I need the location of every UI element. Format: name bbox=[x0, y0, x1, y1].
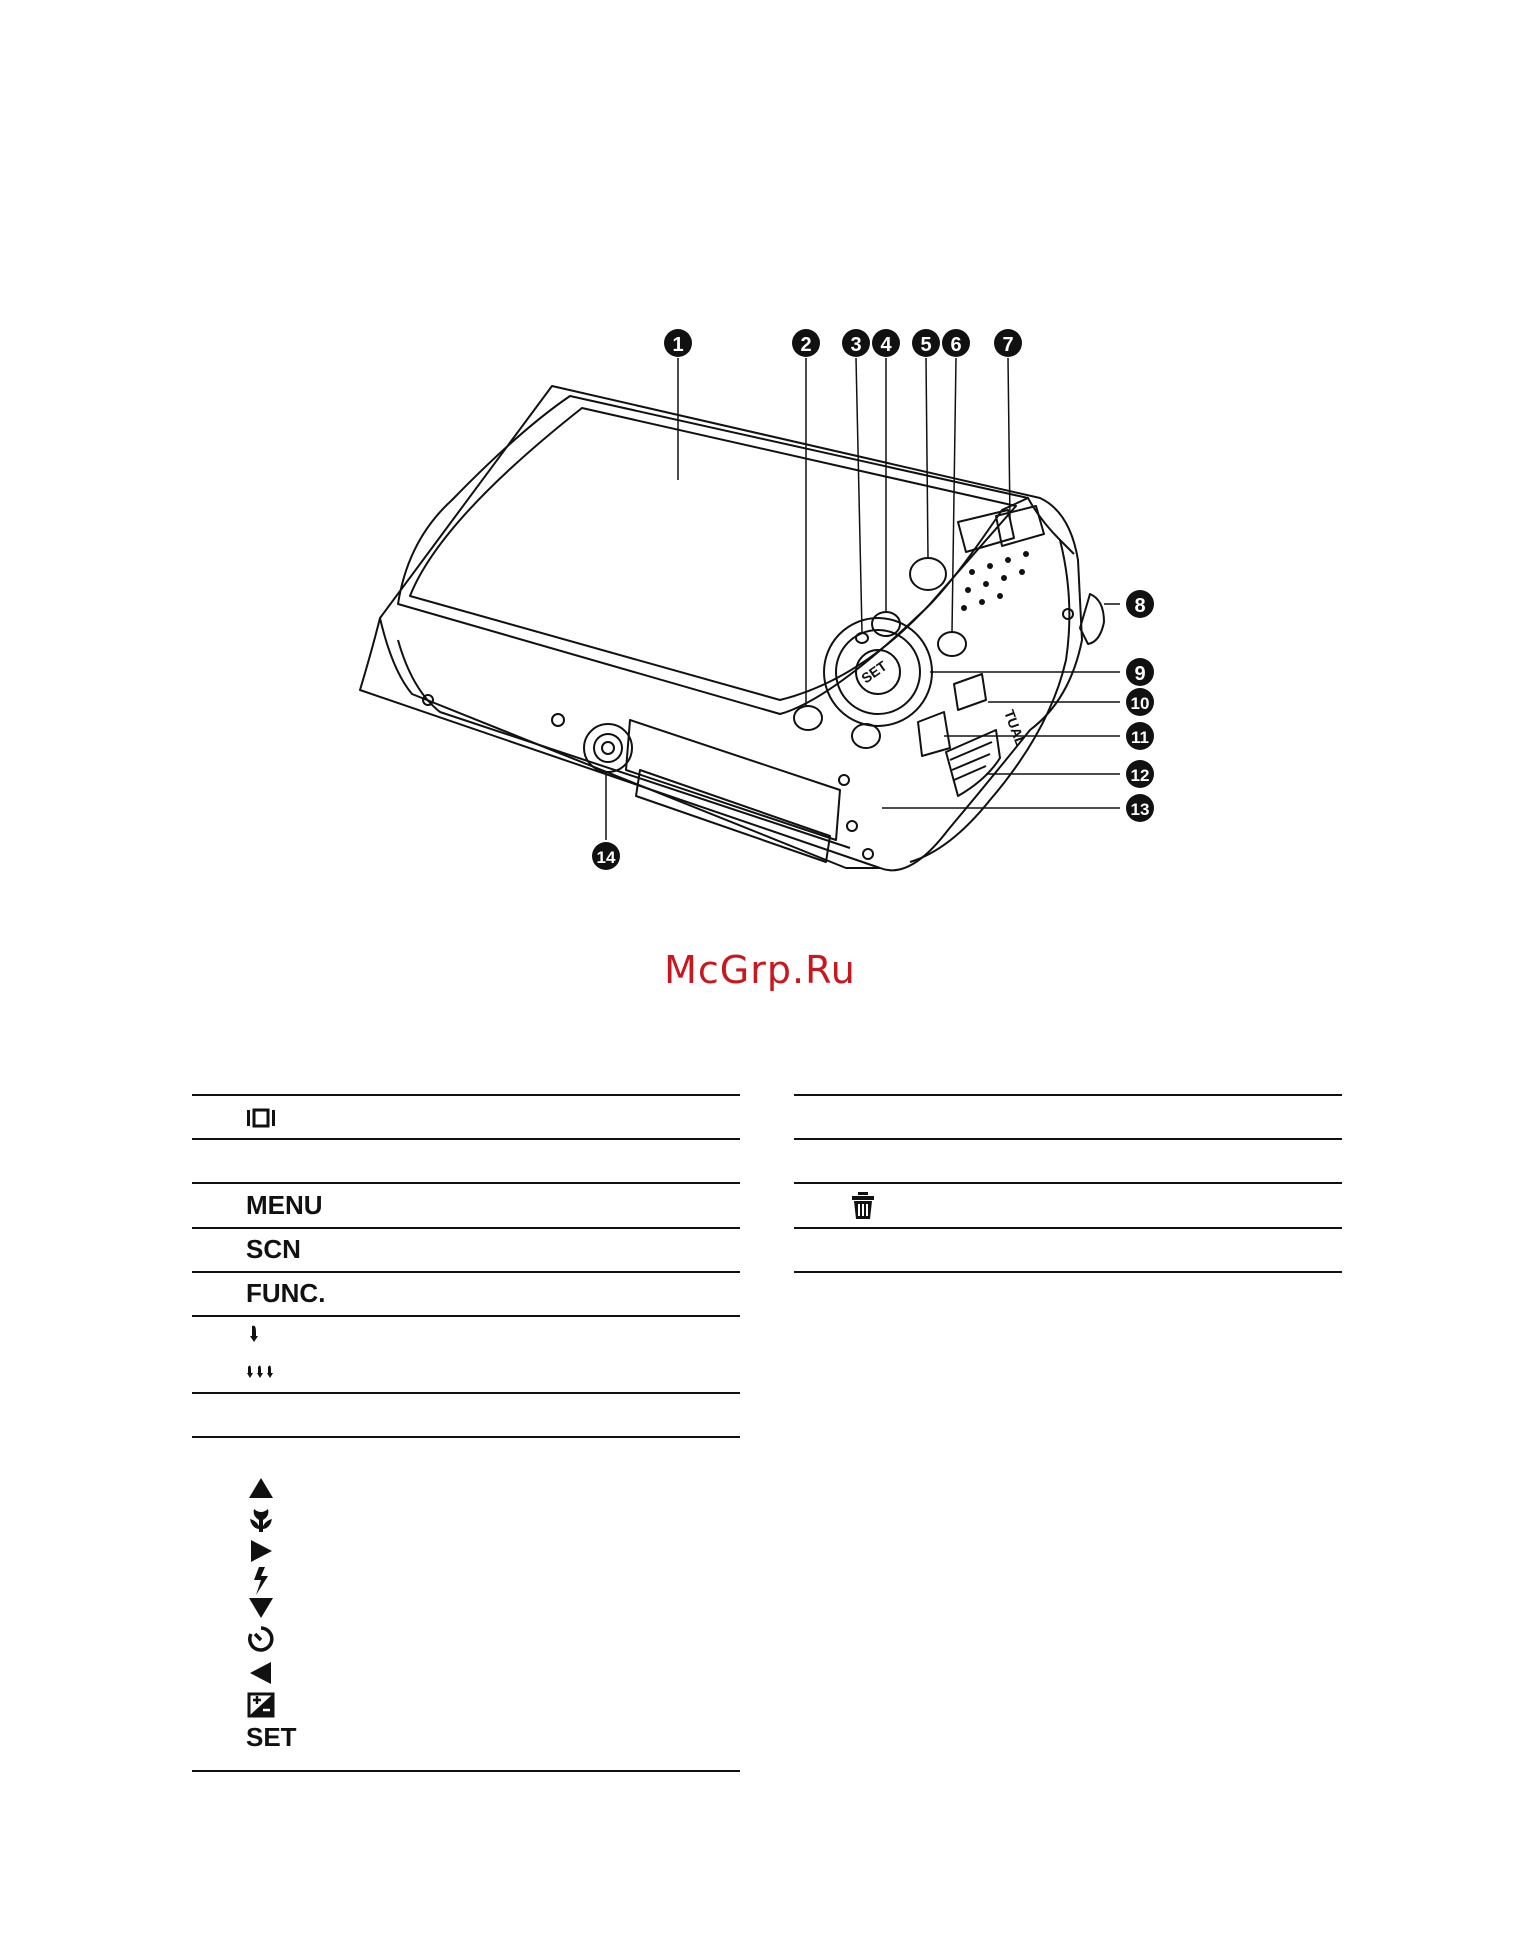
callout-2 bbox=[792, 329, 820, 357]
table-rule bbox=[794, 1182, 1342, 1184]
battery-door bbox=[946, 730, 1000, 796]
exposure-compensation-icon bbox=[246, 1690, 276, 1720]
table-rule bbox=[192, 1138, 740, 1140]
callout-3 bbox=[842, 329, 870, 357]
callout-7 bbox=[994, 329, 1022, 357]
table-rule bbox=[192, 1182, 740, 1184]
svg-text:14: 14 bbox=[596, 848, 616, 867]
lcd-toggle-icon bbox=[246, 1103, 276, 1133]
table-rule bbox=[192, 1770, 740, 1772]
callout-1 bbox=[664, 329, 692, 357]
callout-10 bbox=[1126, 688, 1154, 716]
table-rule bbox=[192, 1227, 740, 1229]
callout-11 bbox=[1126, 722, 1154, 750]
usb-port bbox=[918, 712, 950, 756]
svg-text:10: 10 bbox=[1130, 694, 1150, 713]
svg-text:5: 5 bbox=[920, 334, 932, 356]
callout-12 bbox=[1126, 760, 1154, 788]
table-rule bbox=[192, 1392, 740, 1394]
button-2 bbox=[794, 706, 822, 730]
menu-label: MENU bbox=[246, 1190, 323, 1220]
svg-text:13: 13 bbox=[1130, 800, 1150, 819]
dial-label: SET bbox=[858, 657, 890, 687]
table-rule bbox=[192, 1094, 740, 1096]
arrow-down-icon bbox=[246, 1592, 276, 1622]
scn-label: SCN bbox=[246, 1234, 301, 1264]
table-rule bbox=[192, 1436, 740, 1438]
table-rule bbox=[794, 1227, 1342, 1229]
trash-icon bbox=[848, 1190, 878, 1220]
hdmi-port bbox=[954, 674, 986, 710]
callout-9 bbox=[1126, 658, 1154, 686]
svg-text:8: 8 bbox=[1134, 595, 1146, 617]
svg-text:7: 7 bbox=[1002, 334, 1014, 356]
callout-13 bbox=[1126, 794, 1154, 822]
watermark: McGrp.Ru bbox=[664, 948, 856, 992]
svg-text:12: 12 bbox=[1130, 766, 1150, 785]
svg-text:9: 9 bbox=[1134, 663, 1146, 685]
callout-8 bbox=[1126, 590, 1154, 618]
tripod-socket bbox=[584, 724, 632, 772]
set-label: SET bbox=[246, 1722, 297, 1752]
self-timer-icon bbox=[246, 1624, 276, 1654]
arrow-left-icon bbox=[246, 1658, 276, 1688]
strap-eyelet bbox=[1080, 594, 1104, 644]
button-6 bbox=[938, 632, 966, 656]
svg-text:6: 6 bbox=[950, 334, 962, 356]
arrow-up-icon bbox=[246, 1474, 276, 1504]
button-3 bbox=[856, 633, 868, 643]
svg-text:2: 2 bbox=[800, 334, 812, 356]
zoom-tele-icon bbox=[246, 1357, 276, 1387]
button-5 bbox=[910, 558, 946, 590]
button-delete bbox=[852, 724, 880, 748]
lcd-screen bbox=[398, 396, 1028, 714]
callout-5 bbox=[912, 329, 940, 357]
arrow-right-icon bbox=[246, 1536, 276, 1566]
table-rule bbox=[794, 1094, 1342, 1096]
table-rule bbox=[192, 1315, 740, 1317]
zoom-wide-icon bbox=[246, 1320, 276, 1350]
table-rule bbox=[794, 1271, 1342, 1273]
svg-text:1: 1 bbox=[672, 334, 684, 356]
button-4 bbox=[872, 612, 900, 636]
func-label: FUNC. bbox=[246, 1278, 326, 1308]
table-rule bbox=[794, 1138, 1342, 1140]
door-label: TUAL bbox=[1001, 707, 1029, 749]
table-rule bbox=[192, 1271, 740, 1273]
callout-6 bbox=[942, 329, 970, 357]
callout-4 bbox=[872, 329, 900, 357]
svg-text:3: 3 bbox=[850, 334, 862, 356]
svg-text:4: 4 bbox=[880, 334, 892, 356]
macro-icon bbox=[246, 1505, 276, 1535]
callout-14 bbox=[592, 842, 620, 870]
svg-text:11: 11 bbox=[1131, 728, 1149, 747]
